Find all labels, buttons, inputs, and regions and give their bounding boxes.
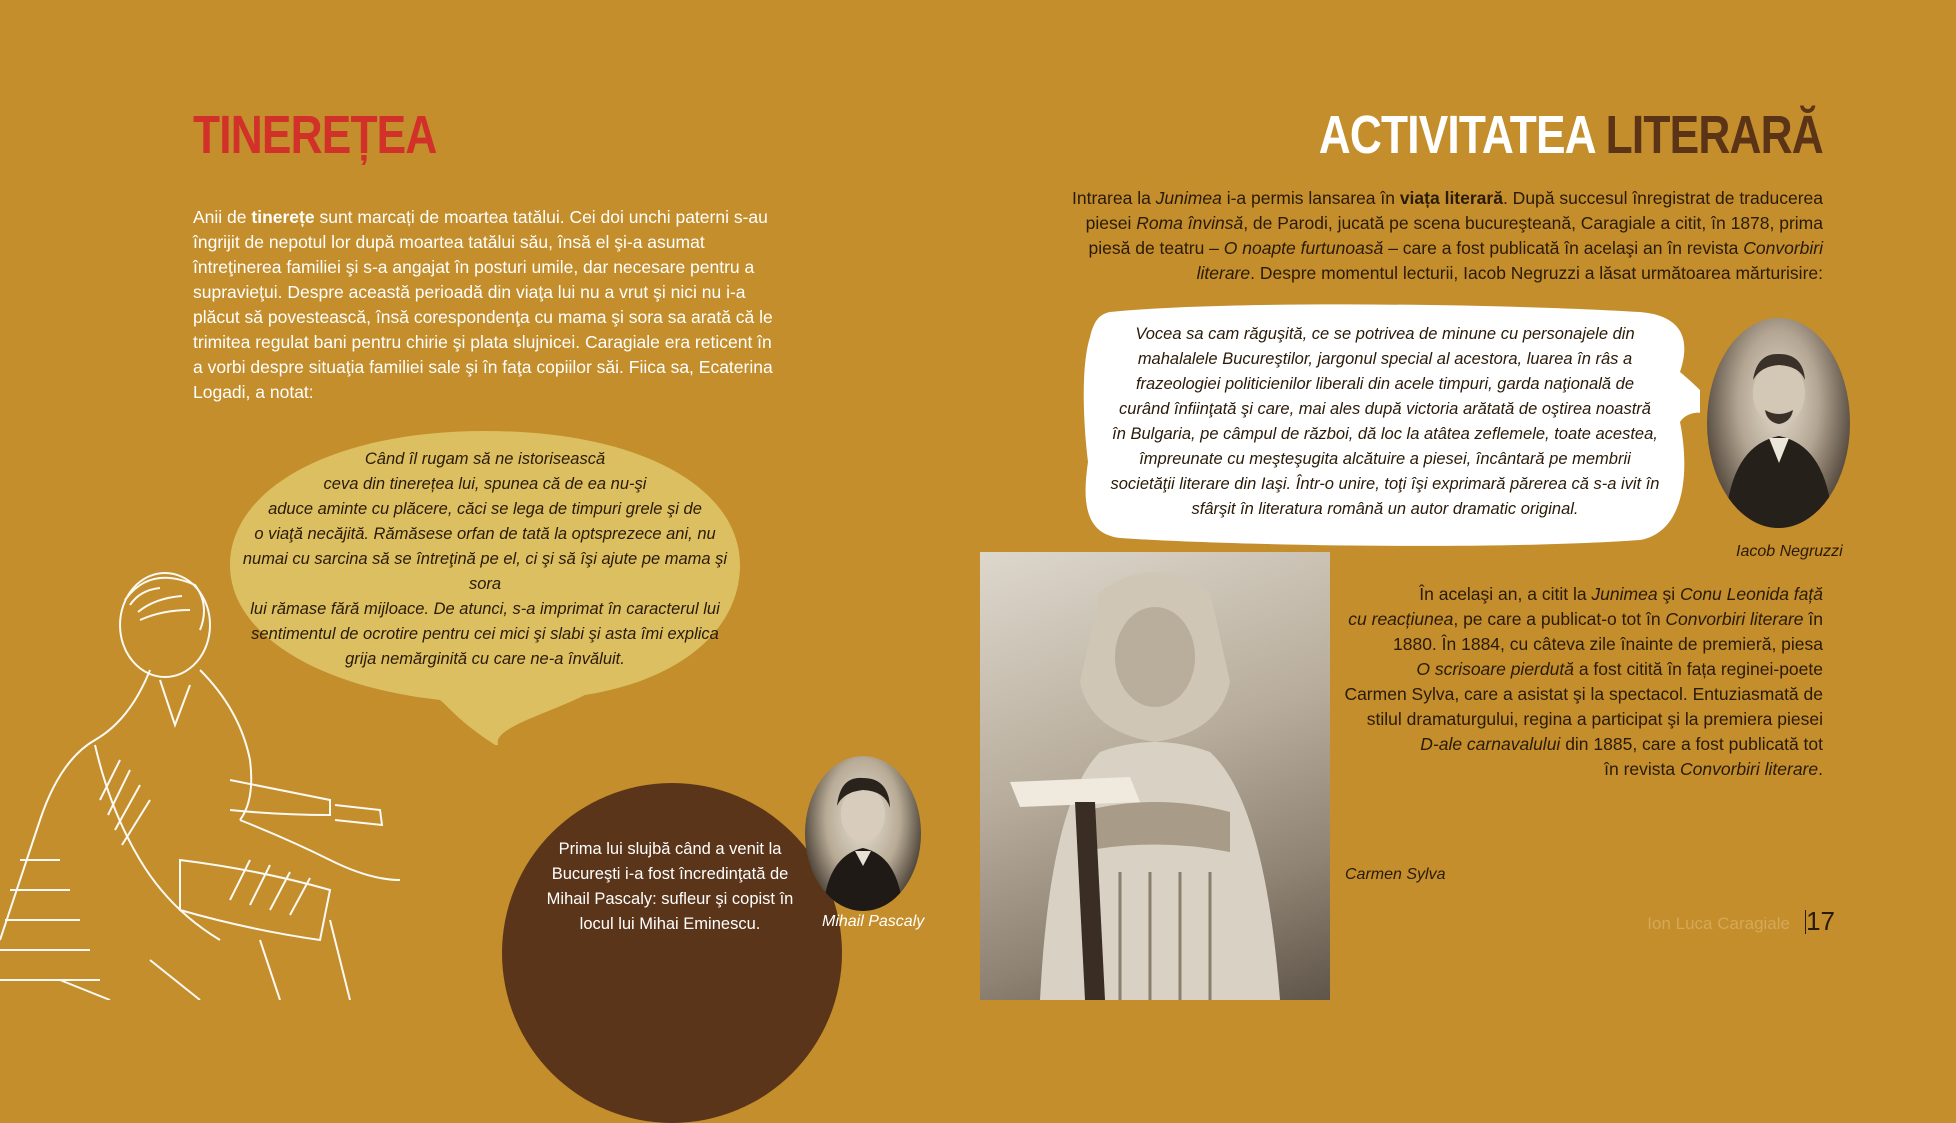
caption-mihail-pascaly: Mihail Pascaly	[822, 913, 925, 930]
quote-line: grija nemărginită cu care ne-a învăluit.	[345, 650, 625, 668]
page-number: 17	[1806, 906, 1835, 936]
quote-line: ceva din tinerețea lui, spunea că de ea nu-şi	[323, 475, 647, 493]
footer-book-name: Ion Luca Caragiale	[1647, 914, 1790, 933]
quote-line: aduce aminte cu plăcere, căci se lega de timpuri grele şi de	[268, 500, 702, 518]
portrait-mihail-pascaly	[805, 756, 921, 911]
quote-line: Când îl rugam să ne istorisească	[364, 450, 606, 468]
quote-line: sentimentul de ocrotire pentru cei mici şi slabi şi asta îmi explica	[251, 625, 719, 643]
title-word-literara: LITERARĂ	[1605, 105, 1823, 165]
second-paragraph-right: În acelaşi an, a citit la Junimea şi Conu Leonida față cu reacțiunea, pe care a publicat-o tot în Convorbiri literare în 1880. În 1884, cu câteva zile înainte de premieră, piesa O scrisoare pierdută a fost citită în fața reginei-poete Carmen Sylva, care a asistat şi la spectacol. Entuziasmată de stilul dramaturgului, regina a participat şi la premiera piesei D-ale carnavalului din 1885, care a fost publicată tot în revista Convorbiri literare.	[1344, 584, 1823, 779]
info-circle	[502, 783, 842, 1123]
title-word-activitatea: ACTIVITATEA	[1318, 105, 1595, 165]
quote-line: mahalalele Bucureştilor, jargonul special al acestora, luarea în râs a	[1137, 350, 1633, 368]
circle-line: Bucureşti i-a fost încredinţată de	[551, 865, 789, 883]
caption-iacob-negruzzi: Iacob Negruzzi	[1736, 543, 1843, 560]
quote-line: lui rămase fără mijloace. De atunci, s-a imprimat în caracterul lui	[250, 600, 720, 618]
info-circle-text	[540, 837, 800, 937]
quote-line: numai cu sarcina să se întreţină pe el, ci şi să îşi ajute pe mama şi sora	[242, 550, 728, 593]
quote-line: o viaţă necăjită. Rămăsese orfan de tată la optsprezece ani, nu	[254, 525, 716, 543]
portrait-iacob-negruzzi	[1707, 318, 1850, 528]
intro-paragraph-right: Intrarea la Junimea i-a permis lansarea în viața literară. După succesul înregistrat de traducerea piesei Roma învinsă, de Parodi, jucată pe scena bucureşteană, Caragiale a citit, în 1878, prima piesă de teatru – O noapte furtunoasă – care a fost publicată în acelaşi an în revista Convorbiri literare. Despre momentul lecturii, Iacob Negruzzi a lăsat următoarea mărturisire:	[1072, 188, 1823, 283]
quote-line: împreunate cu meşteşugita alcătuire a piesei, încântară pe membrii	[1139, 450, 1631, 468]
quote-line: curând înfiinţată şi care, mai ales după victoria arătată de oştirea noastră	[1119, 400, 1651, 418]
section-title-activitatea-literara	[1318, 105, 1823, 165]
circle-line: Prima lui slujbă când a venit la	[558, 840, 782, 858]
quote-text-negruzzi	[1100, 322, 1670, 522]
quote-text-logadi	[230, 447, 740, 672]
caption-carmen-sylva: Carmen Sylva	[1345, 866, 1446, 883]
quote-line: în Bulgaria, pe câmpul de război, dă loc la atâtea zeflemele, toate acestea,	[1112, 425, 1658, 443]
quote-line: frazeologiei politicienilor liberali din acele timpuri, garda naţională de	[1135, 375, 1635, 393]
quote-line: societăţii literare din Iaşi. Într-o unire, toţi îşi exprimară părerea că s-a ivit în	[1110, 475, 1660, 493]
circle-line: Mihail Pascaly: sufleur şi copist în	[546, 890, 794, 908]
quote-line: Vocea sa cam răguşită, ce se potrivea de minune cu personajele din	[1135, 325, 1635, 343]
section-title-tineretea: TINEREȚEA	[193, 105, 437, 165]
intro-paragraph-left: Anii de tinerețe sunt marcați de moartea tatălui. Cei doi unchi paterni s-au îngrijit de nepotul lor după moartea tatălui său, însă el şi-a asumat întreţinerea familiei şi s-a angajat în posturi umile, dar necesare pentru a supravieţui. Despre această perioadă din viaţa lui nu a vrut şi nici nu i-a plăcut să povestească, însă corespondenţa cu mama şi sora sa arată că le trimitea regulat bani pentru chirie şi plata slujnicei. Caragiale era reticent în a vorbi despre situaţia familiei sale şi în faţa copiilor săi. Fiica sa, Ecaterina Logadi, a notat:	[193, 207, 773, 402]
circle-line: locul lui Mihai Eminescu.	[579, 915, 761, 933]
quote-line: sfârşit în literatura română un autor dramatic original.	[1191, 500, 1579, 518]
